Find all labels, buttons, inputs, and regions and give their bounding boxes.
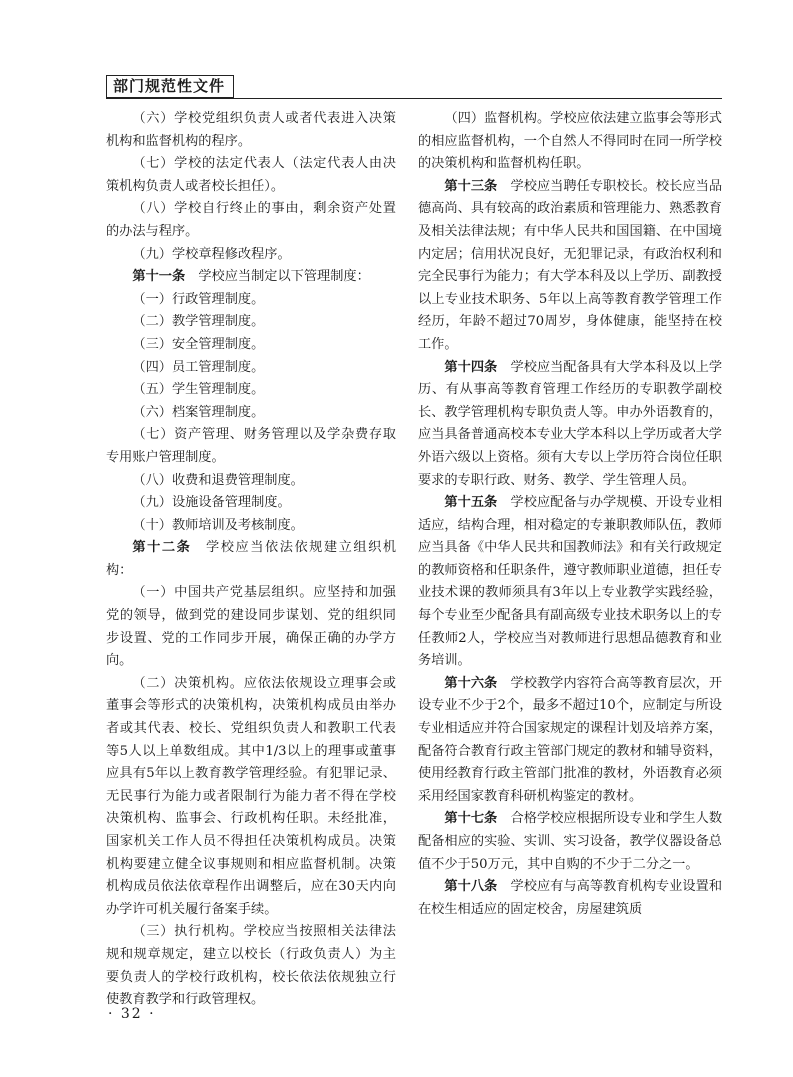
paragraph-text: （四）监督机构。学校应依法建立监事会等形式的相应监督机构，一个自然人不得同时在同一所学校的决策机构和监督机构任职。	[418, 111, 722, 172]
paragraph-text: 学校应有与高等教育机构专业设置和在校生相适应的固定校舍，房屋建筑质	[418, 879, 723, 917]
paragraph-text: （一）中国共产党基层组织。应坚持和加强党的领导，做到党的建设同步谋划、党的组织同步设置、党的工作同步开展，确保正确的办学方向。	[106, 585, 396, 669]
article-number: 第十三条	[444, 178, 498, 194]
right-column	[418, 108, 722, 921]
paragraph	[106, 424, 396, 469]
paragraph-text: （三）执行机构。学校应当按照相关法律法规和规章规定，建立以校长（行政负责人）为主要负责人的学校行政机构，校长依法依规独立行使教育教学和行政管理权。	[106, 924, 396, 1008]
paragraph-text: 合格学校应根据所设专业和学生人数配备相应的实验、实训、实习设备，教学仪器设备总值不少于50万元，其中自购的不少于二分之一。	[418, 811, 723, 872]
paragraph-text: （八）学校自行终止的事由，剩余资产处置的办法与程序。	[106, 201, 396, 239]
paragraph	[106, 515, 396, 538]
paragraph	[106, 357, 396, 380]
paragraph	[106, 582, 396, 672]
paragraph	[418, 176, 722, 357]
paragraph-text: （二）教学管理制度。	[132, 314, 265, 330]
paragraph-text: 学校应当制定以下管理制度：	[185, 269, 370, 285]
article-number: 第十一条	[132, 269, 186, 285]
paragraph-text: （七）资产管理、财务管理以及学杂费存取专用账户管理制度。	[106, 427, 396, 465]
paragraph	[418, 673, 722, 809]
paragraph-text: （六）学校党组织负责人或者代表进入决策机构和监督机构的程序。	[106, 111, 396, 149]
paragraph	[106, 289, 396, 312]
paragraph	[106, 334, 396, 357]
paragraph	[106, 153, 396, 198]
paragraph-text: 学校应当依法依规建立组织机构：	[106, 540, 397, 578]
paragraph-text: （九）设施设备管理制度。	[132, 495, 291, 511]
article-number: 第十四条	[444, 359, 498, 375]
paragraph	[106, 266, 396, 289]
page-number: · 32 ·	[108, 1006, 156, 1022]
paragraph	[106, 673, 396, 922]
paragraph-text: （九）学校章程修改程序。	[132, 246, 291, 262]
paragraph	[106, 108, 396, 153]
paragraph	[106, 492, 396, 515]
paragraph	[106, 921, 396, 1011]
paragraph-text: 学校教学内容符合高等教育层次，开设专业不少于2个，最多不超过10个，应制定与所设专业相适应并符合国家规定的课程计划及培养方案，配备符合教育行政主管部门规定的教材和辅导资料，使用经教育行政主管部门批准的教材，外语教育必须采用经国家教育科研机构鉴定的教材。	[418, 675, 723, 804]
paragraph	[106, 198, 396, 243]
paragraph	[106, 311, 396, 334]
paragraph	[418, 808, 722, 876]
paragraph	[106, 470, 396, 493]
paragraph	[106, 379, 396, 402]
left-column	[106, 108, 396, 1012]
paragraph-text: （十）教师培训及考核制度。	[132, 517, 304, 533]
article-number: 第十二条	[132, 540, 192, 556]
paragraph-text: （六）档案管理制度。	[132, 404, 265, 420]
paragraph-text: （八）收费和退费管理制度。	[132, 472, 304, 488]
article-number: 第十六条	[444, 675, 498, 691]
paragraph-text: （五）学生管理制度。	[132, 382, 265, 398]
paragraph	[106, 402, 396, 425]
paragraph	[418, 357, 722, 493]
section-title: 部门规范性文件	[106, 75, 234, 98]
paragraph-text: 学校应配备与办学规模、开设专业相适应，结构合理，相对稳定的专兼职教师队伍，教师应当具备《中华人民共和国教师法》和有关行政规定的教师资格和任职条件，遵守教师职业道德，担任专业技术课的教师须具有3年以上专业教学实践经验，每个专业至少配备具有副高级专业技术职务以上的专任教师2人，学校应当对教师进行思想品德教育和业务培训。	[418, 495, 723, 669]
paragraph	[418, 108, 722, 176]
paragraph-text: （三）安全管理制度。	[132, 336, 265, 352]
section-header	[106, 74, 234, 98]
article-number: 第十八条	[444, 879, 498, 895]
paragraph-text: 学校应当配备具有大学本科及以上学历、有从事高等教育管理工作经历的专职教学副校长、教学管理机构专职负责人等。申办外语教育的，应当具备普通高校本专业大学本科以上学历或者大学外语六级以上资格。须有大专以上学历符合岗位任职要求的专职行政、财务、教学、学生管理人员。	[418, 359, 723, 488]
paragraph-text: （一）行政管理制度。	[132, 291, 265, 307]
paragraph-text: （七）学校的法定代表人（法定代表人由决策机构负责人或者校长担任）。	[106, 156, 396, 194]
header-rule	[106, 98, 722, 99]
paragraph-text: 学校应当聘任专职校长。校长应当品德高尚、具有较高的政治素质和管理能力、熟悉教育及相关法律法规；有中华人民共和国国籍、在中国境内定居；信用状况良好，无犯罪记录，有政治权利和完全民事行为能力；有大学本科及以上学历、副教授以上专业技术职务、5年以上高等教育教学管理工作经历，年龄不超过70周岁，身体健康，能坚持在校工作。	[418, 178, 723, 352]
paragraph-text: （四）员工管理制度。	[132, 359, 265, 375]
article-number: 第十五条	[444, 495, 498, 511]
paragraph	[106, 244, 396, 267]
paragraph	[106, 537, 396, 582]
paragraph	[418, 492, 722, 673]
paragraph	[418, 876, 722, 921]
article-number: 第十七条	[444, 811, 498, 827]
paragraph-text: （二）决策机构。应依法依规设立理事会或董事会等形式的决策机构，决策机构成员由举办者或其代表、校长、党组织负责人和教职工代表等5人以上单数组成。其中1/3以上的理事或董事应具有5年以上教育教学管理经验。有犯罪记录、无民事行为能力或者限制行为能力者不得在学校决策机构、监事会、行政机构任职。未经批准，国家机关工作人员不得担任决策机构成员。决策机构要建立健全议事规则和相应监督机制。决策机构成员依法依章程作出调整后，应在30天内向办学许可机关履行备案手续。	[106, 675, 396, 917]
